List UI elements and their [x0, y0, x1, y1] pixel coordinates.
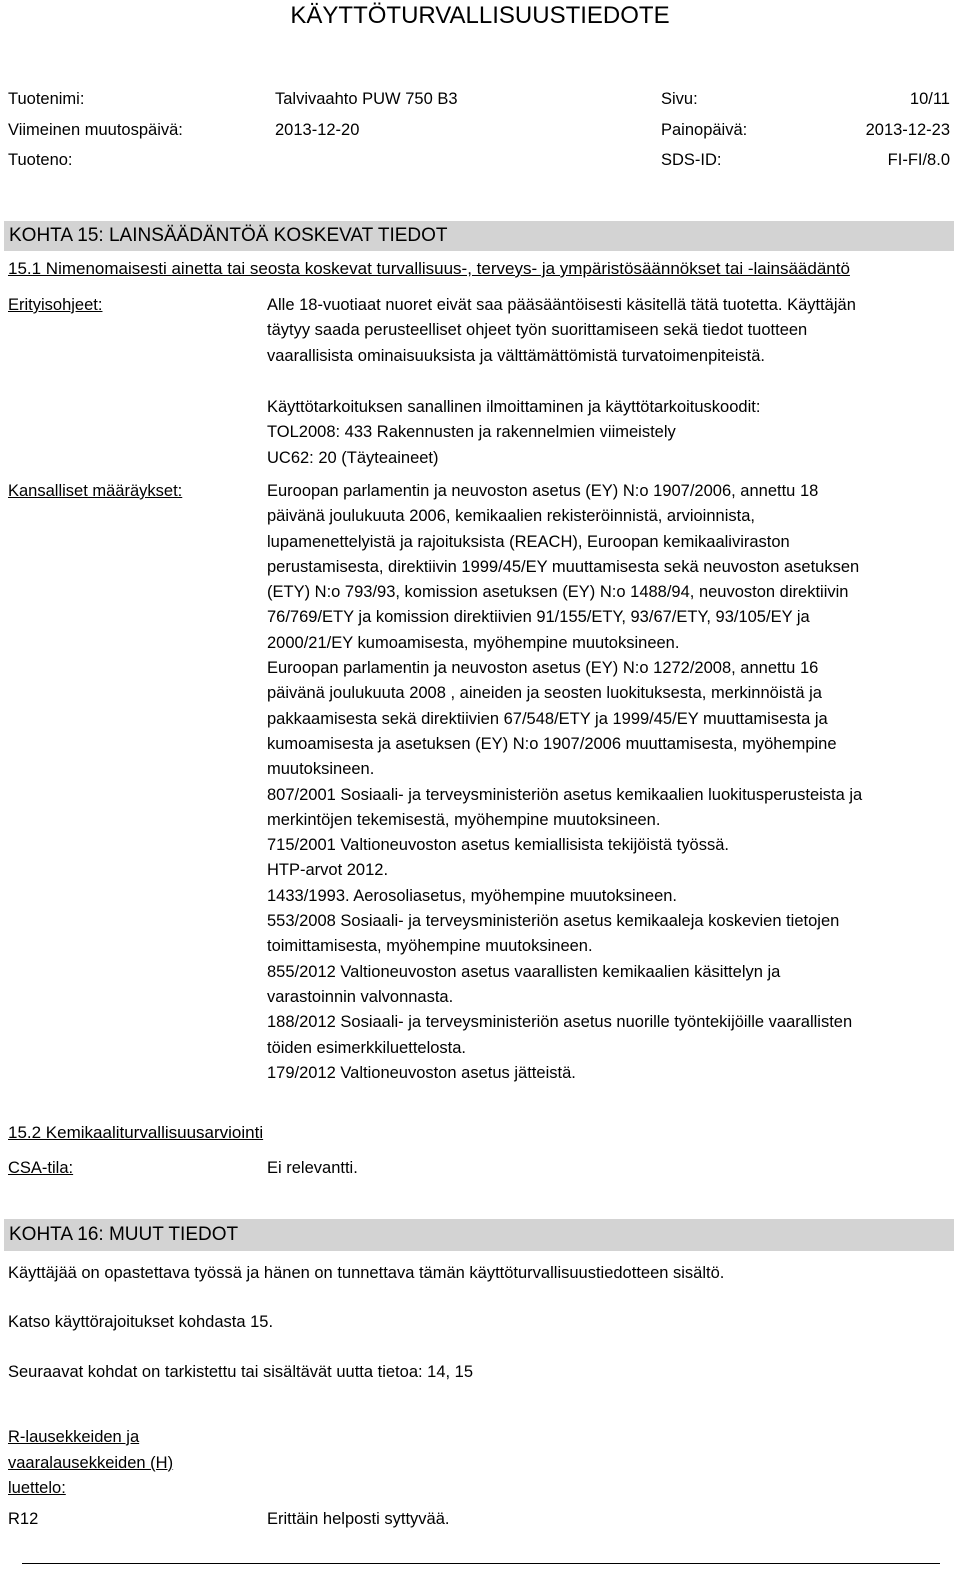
text-line: muutoksineen. [267, 760, 375, 779]
text-line: päivänä joulukuuta 2006, kemikaalien rekisteröinnistä, arvioinnista, [267, 507, 755, 526]
last-revised-date: 2013-12-20 [275, 121, 360, 139]
sds-id-label: SDS-ID: [661, 151, 722, 169]
special-instructions-label: Erityisohjeet: [8, 296, 103, 314]
usage-codes-text [267, 395, 957, 471]
text-line: R-lausekkeiden ja [8, 1428, 140, 1446]
print-date-label: Painopäivä: [661, 121, 748, 139]
text-line: HTP-arvot 2012. [267, 861, 389, 880]
section-15-2-heading: 15.2 Kemikaaliturvallisuusarviointi [8, 1123, 264, 1142]
product-name-label: Tuotenimi: [8, 90, 85, 108]
r-phrase-code: R12 [8, 1510, 39, 1528]
print-date: 2013-12-23 [865, 121, 950, 139]
text-line: 76/769/ETY ja komission direktiivien 91/155/ETY, 93/67/ETY, 93/105/EY ja [267, 608, 810, 627]
text-line: 553/2008 Sosiaali- ja terveysministeriön asetus kemikaaleja koskevien tietojen [267, 912, 840, 931]
text-line: TOL2008: 433 Rakennusten ja rakennelmien viimeistely [267, 423, 676, 442]
text-line: Euroopan parlamentin ja neuvoston asetus (EY) N:o 1272/2008, annettu 16 [267, 659, 819, 678]
text-line: 855/2012 Valtioneuvoston asetus vaarallisten kemikaalien käsittelyn ja [267, 962, 781, 981]
text-line: (ETY) N:o 793/93, komission asetuksen (EY) N:o 1488/94, neuvoston direktiivin [267, 583, 849, 602]
special-instructions-text [267, 293, 957, 369]
product-no-label: Tuoteno: [8, 151, 73, 169]
page-number: 10/11 [909, 90, 950, 108]
text-line: 807/2001 Sosiaali- ja terveysministeriön asetus kemikaalien luokitusperusteista ja [267, 785, 863, 804]
section-16-paragraph: Seuraavat kohdat on tarkistettu tai sisältävät uutta tietoa: 14, 15 [8, 1363, 474, 1381]
product-name: Talvivaahto PUW 750 B3 [275, 90, 458, 108]
text-line: vaarallisista ominaisuuksista ja välttämättömistä turvatoimenpiteistä. [267, 346, 765, 365]
text-line: toimittamisesta, myöhempine muutoksineen. [267, 937, 593, 956]
text-line: töiden esimerkkiluettelosta. [267, 1038, 467, 1057]
text-line: päivänä joulukuuta 2008 , aineiden ja seosten luokituksesta, merkinnöistä ja [267, 684, 822, 703]
section-15-heading: KOHTA 15: LAINSÄÄDÄNTÖÄ KOSKEVAT TIEDOT [4, 221, 954, 251]
text-line: 188/2012 Sosiaali- ja terveysministeriön asetus nuorille työntekijöille vaarallisten [267, 1013, 853, 1032]
r-phrases-label [8, 1425, 173, 1502]
text-line: 715/2001 Valtioneuvoston asetus kemiallisista tekijöistä työssä. [267, 836, 729, 855]
text-line: Käyttötarkoituksen sanallinen ilmoittaminen ja käyttötarkoituskoodit: [267, 398, 761, 416]
last-revised-label: Viimeinen muutospäivä: [8, 121, 183, 139]
text-line: 1433/1993. Aerosoliasetus, myöhempine muutoksineen. [267, 886, 678, 905]
text-line: vaaralausekkeiden (H) [8, 1453, 174, 1472]
section-16-paragraph: Katso käyttörajoitukset kohdasta 15. [8, 1313, 274, 1331]
text-line: 2000/21/EY kumoamisesta, myöhempine muutoksineen. [267, 633, 680, 652]
text-line: pakkaamisesta sekä direktiivien 67/548/ETY ja 1999/45/EY muuttamisesta ja [267, 709, 828, 728]
text-line: varastoinnin valvonnasta. [267, 987, 454, 1006]
text-line: kumoamisesta ja asetuksen (EY) N:o 1907/2006 muuttamisesta, myöhempine [267, 734, 837, 753]
section-16-paragraph: Käyttäjää on opastettava työssä ja hänen on tunnettava tämän käyttöturvallisuustiedotteen sisältö. [8, 1264, 725, 1282]
text-line: lupamenettelyistä ja rajoituksista (REACH), Euroopan kemikaaliviraston [267, 532, 790, 551]
footer-divider [22, 1563, 940, 1564]
page-label: Sivu: [661, 90, 698, 108]
section-15-1-heading: 15.1 Nimenomaisesti ainetta tai seosta koskevat turvallisuus-, terveys- ja ympäristösäännökset tai -lainsäädäntö [8, 259, 850, 278]
text-line: Euroopan parlamentin ja neuvoston asetus (EY) N:o 1907/2006, annettu 18 [267, 482, 819, 500]
text-line: 179/2012 Valtioneuvoston asetus jätteistä. [267, 1063, 576, 1082]
csa-label: CSA-tila: [8, 1159, 74, 1177]
document-title: KÄYTTÖTURVALLISUUSTIEDOTE [290, 2, 670, 29]
text-line: UC62: 20 (Täyteaineet) [267, 448, 439, 467]
sds-id: FI-FI/8.0 [887, 151, 950, 169]
text-line: merkintöjen tekemisestä, myöhempine muutoksineen. [267, 810, 661, 829]
r-phrase-text: Erittäin helposti syttyvää. [267, 1510, 450, 1528]
text-line: perustamisesta, direktiivin 1999/45/EY muuttamisesta sekä neuvoston asetuksen [267, 557, 860, 576]
national-regulations-label: Kansalliset määräykset: [8, 482, 183, 500]
section-16-heading: KOHTA 16: MUUT TIEDOT [4, 1219, 954, 1251]
csa-value: Ei relevantti. [267, 1159, 358, 1177]
text-line: täytyy saada perusteelliset ohjeet työn suorittamiseen sekä tiedot tuotteen [267, 321, 808, 340]
national-regulations-text [267, 479, 957, 1086]
text-line: Alle 18-vuotiaat nuoret eivät saa pääsääntöisesti käsitellä tätä tuotetta. Käyttäjän [267, 296, 856, 314]
text-line: luettelo: [8, 1479, 66, 1497]
